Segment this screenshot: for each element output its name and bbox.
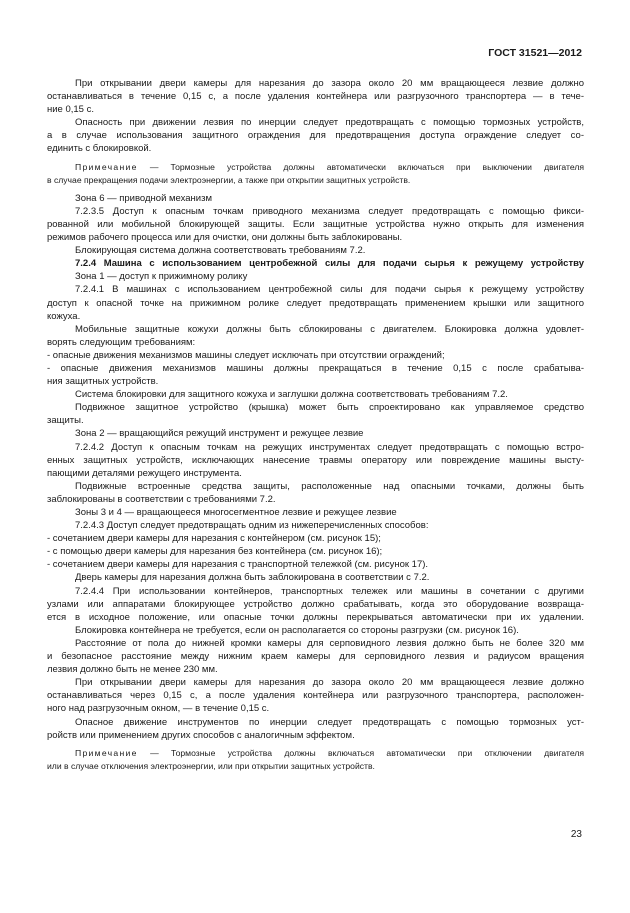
text-line: лезвия должно быть не менее 230 мм. (47, 664, 218, 676)
text-line: Дверь камеры для нарезания должна быть заблокирована в соответствии с 7.2. (75, 572, 430, 584)
text-line: Подвижные встроенные средства защиты, расположенные над опасными точками, должны быть (75, 480, 584, 492)
text-line: пающими деталями режущего инструмента. (47, 467, 242, 479)
text-line: Блокирующая система должна соответствовать требованиям 7.2. (75, 245, 366, 257)
text-line: Зона 1 — доступ к прижимному ролику (75, 271, 248, 283)
note-line: Примечание — Тормозные устройства должны автоматически включаться при выключении двигателя (75, 161, 584, 172)
text-line: - сочетанием двери камеры для нарезания с контейнером (см. рисунок 15); (47, 533, 381, 545)
note-line: в случае прекращения подачи электроэнергии, а также при открытии защитных устройств. (47, 174, 411, 185)
text-line: Мобильные защитные кожухи должны быть сблокированы с двигателем. Блокировка должна удовлет- (75, 323, 584, 335)
text-line: Зона 2 — вращающийся режущий инструмент и режущее лезвие (75, 428, 364, 440)
text-line: - опасные движения механизмов машины следует исключать при отсутствии ограждений; (47, 349, 445, 361)
text-line: ние 0,15 с. (47, 104, 94, 116)
text-line: 7.2.4 Машина с использованием центробежной силы для подачи сырья к режущему устройству (75, 258, 584, 270)
text-line: - опасные движения механизмов машины должны прекращаться в течение 0,15 с после срабатыва- (47, 362, 584, 374)
text-line: енных защитных устройств, исключающих нанесение травмы оператору или повреждение машины высту- (47, 454, 584, 466)
note-label: Примечание (75, 747, 138, 758)
text-line: 7.2.3.5 Доступ к опасным точкам приводного механизма следует предотвращать с помощью фикси- (75, 205, 584, 217)
text-line: рованной или мобильной блокирующей защиты. Если защитные устройства нужно открыть для изменения (47, 218, 584, 230)
text-line: При открывании двери камеры для нарезания до зазора около 20 мм вращающееся лезвие должно (75, 78, 584, 89)
text-line: 7.2.4.1 В машинах с использованием центробежной силы для подачи сырья к режущему устройству (75, 284, 584, 296)
text-line: режимов рабочего процесса или для очистки, они должны быть заблокированы. (47, 232, 403, 244)
text-line: 7.2.4.2 Доступ к опасным точкам на режущих инструментах следует предотвращать с помощью встро- (75, 441, 584, 453)
text-line: Подвижное защитное устройство (крышка) может быть спроектировано как управляемое средство (75, 402, 584, 414)
text-line: защиты. (47, 415, 84, 427)
text-line: останавливаться через 0,15 с, а после удаления контейнера или разгрузочного транспортера, расположен- (47, 690, 584, 702)
text-line: заблокированы в соответствии с требованиями 7.2. (47, 493, 276, 505)
text-line: Зоны 3 и 4 — вращающееся многосегментное лезвие и режущее лезвие (75, 507, 397, 518)
text-line: Блокировка контейнера не требуется, если он располагается со стороны разгрузки (см. рисунок 16). (75, 624, 519, 636)
note-label: Примечание (75, 161, 138, 172)
text-line: - с помощью двери камеры для нарезания без контейнера (см. рисунок 16); (47, 546, 383, 558)
text-line: ворять следующим требованиям: (47, 336, 196, 348)
text-line: - сочетанием двери камеры для нарезания с транспортной тележкой (см. рисунок 17). (47, 559, 429, 571)
text-line: узлами или аппаратами блокирующее устройство должно срабатывать, когда это оборудование возвраща- (47, 598, 584, 610)
text-line: доступ к опасной точке на прижимном ролике следует предотвращать применением крышки или защитного (47, 297, 584, 309)
note-line: или в случае отключения электроэнергии, или при открытии защитных устройств. (47, 760, 375, 771)
text-line: Система блокировки для защитного кожуха и заглушки должна соответствовать требованиям 7.2. (75, 389, 508, 401)
text-line: ется в исходное положение, или опасные точки должны перекрываться автоматически при их удалении. (47, 611, 584, 623)
text-line: ройств или применением других способов с аналогичным эффектом. (47, 729, 355, 741)
text-line: 7.2.4.4 При использовании контейнеров, транспортных тележек или машины в сочетании с другими (75, 585, 584, 597)
text-line: а в случае использования защитного ограждения для предотвращения доступа ограждение следует со- (47, 130, 584, 142)
text-line: останавливаться в течение 0,15 с, а после удаления контейнера или разгрузочного транспортера — в тече- (47, 91, 584, 103)
text-line: Опасное движение инструментов по инерции следует предотвращать с помощью тормозных уст- (75, 716, 584, 728)
page-number: 23 (570, 829, 582, 840)
text-line: кожуха. (47, 310, 81, 322)
text-line: Зона 6 — приводной механизм (75, 192, 212, 204)
document-standard-header: ГОСТ 31521—2012 (488, 47, 582, 59)
document-body (47, 77, 584, 773)
text-line: Опасность при движении лезвия по инерции следует предотвращать с помощью тормозных устройств, (75, 117, 584, 129)
note-line: Примечание — Тормозные устройства должны включаться автоматически при отключении двигателя (75, 747, 584, 758)
text-line: и безопасное расстояние между нижним краем камеры для серповидного лезвия и радиусом вращения (47, 651, 584, 663)
text-line: единить с блокировкой. (47, 143, 152, 155)
text-line: Расстояние от пола до нижней кромки камеры для серповидного лезвия должно быть не более 320 мм (75, 637, 584, 649)
text-line: ного над разгрузочным окном, — в течение 0,15 с. (47, 703, 270, 715)
text-line: При открывании двери камеры для нарезания до зазора около 20 мм вращающееся лезвие должно (75, 677, 584, 689)
text-line: ния защитных устройств. (47, 376, 159, 388)
text-line: 7.2.4.3 Доступ следует предотвращать одним из нижеперечисленных способов: (75, 520, 429, 532)
